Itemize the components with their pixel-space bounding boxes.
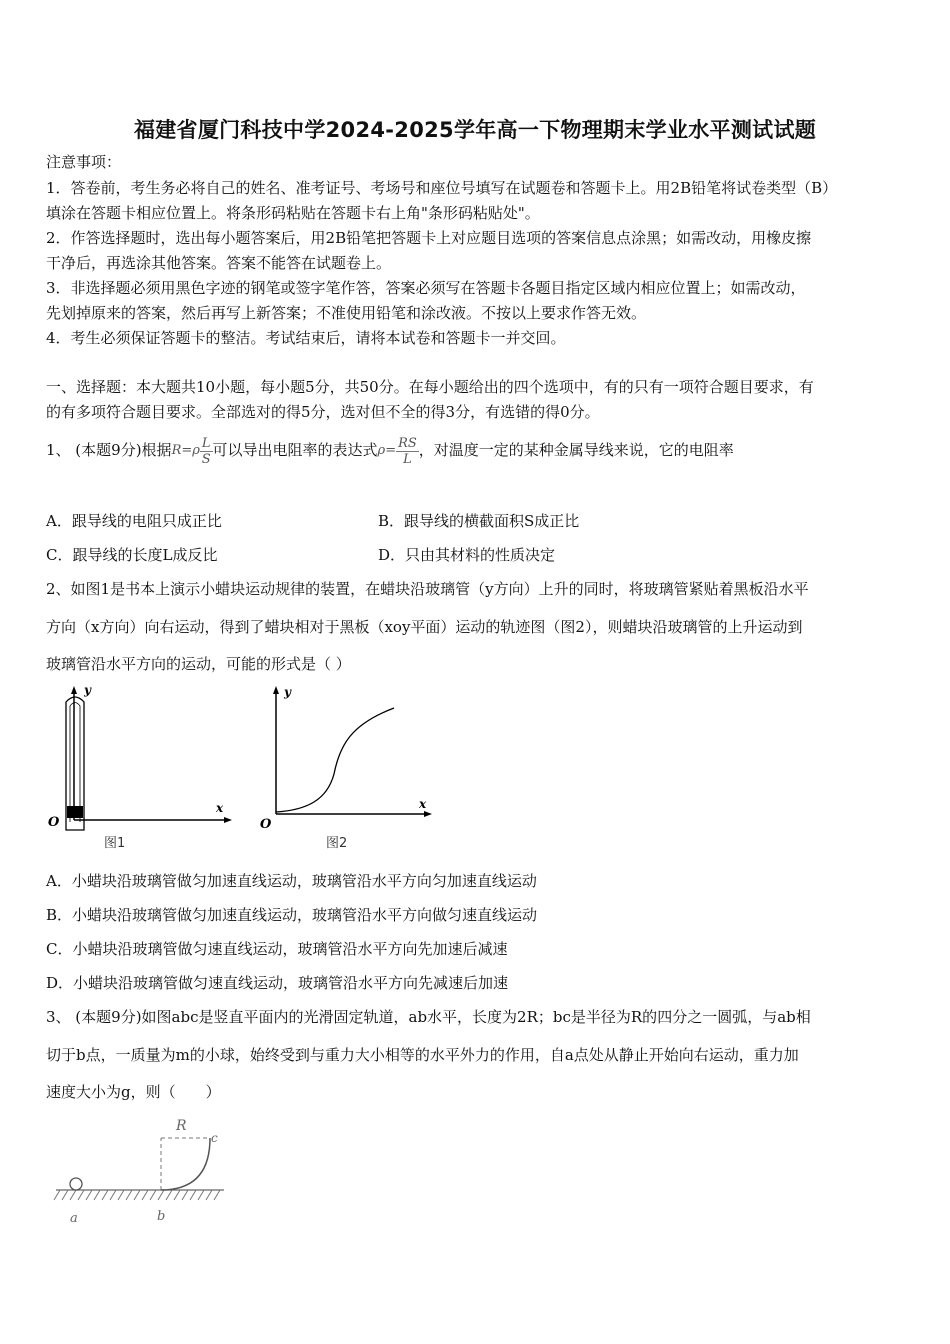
q1-mid: 可以导出电阻率的表达式	[212, 441, 378, 459]
x-axis-arrow	[224, 817, 232, 823]
notice-line: 3．非选择题必须用黑色字迹的钢笔或签字笔作答，答案必须写在答题卡各题目指定区域内相应位置上；如需改动，	[46, 279, 806, 297]
fig2-y-label: y	[284, 685, 291, 699]
question-3-stem: 切于b点，一质量为m的小球，始终受到与重力大小相等的水平外力的作用，自a点处从静止开始向右运动，重力加	[46, 1046, 799, 1064]
figure-1-caption: 图1	[104, 836, 126, 851]
notice-line: 填涂在答题卡相应位置上。将条形码粘贴在答题卡右上角"条形码粘贴处"。	[46, 204, 540, 222]
formula-resistance-lhs: R=ρ	[171, 443, 200, 458]
ground-hatching	[54, 1190, 220, 1200]
notice-heading: 注意事项：	[46, 153, 122, 171]
figure-3-track	[48, 1112, 238, 1230]
formula-resistivity-fraction	[396, 436, 419, 467]
q2-option-b: B．小蜡块沿玻璃管做匀加速直线运动，玻璃管沿水平方向做匀速直线运动	[46, 906, 538, 924]
question-3-stem: 3、 (本题9分)如图abc是竖直平面内的光滑固定轨道，ab水平，长度为2R；bc是半径为R的四分之一圆弧，与ab相	[46, 1008, 811, 1026]
fig1-origin-label: O	[48, 815, 60, 830]
q1-option-a: A．跟导线的电阻只成正比	[46, 512, 222, 530]
formula-resistance-fraction	[200, 436, 213, 467]
formula-den: L	[403, 451, 412, 467]
question-2-stem: 2、如图1是书本上演示小蜡块运动规律的装置，在蜡块沿玻璃管（y方向）上升的同时，将玻璃管紧贴着黑板沿水平	[46, 580, 809, 598]
wax-block	[67, 806, 83, 818]
y-axis-arrow	[273, 686, 279, 694]
figure-2-trajectory	[252, 682, 442, 832]
fig2-origin-label: O	[260, 817, 272, 832]
notice-line: 2．作答选择题时，选出每小题答案后，用2B铅笔把答题卡上对应题目选项的答案信息点涂黑；如需改动，用橡皮擦	[46, 229, 812, 247]
x-axis-arrow	[424, 811, 432, 817]
label-a: a	[70, 1211, 78, 1226]
section-instructions: 一、选择题：本大题共10小题，每小题5分，共50分。在每小题给出的四个选项中，有的只有一项符合题目要求，有	[46, 378, 814, 396]
question-2-stem: 玻璃管沿水平方向的运动，可能的形式是（ ）	[46, 655, 351, 673]
question-2-stem: 方向（x方向）向右运动，得到了蜡块相对于黑板（xoy平面）运动的轨迹图（图2），则蜡块沿玻璃管的上升运动到	[46, 618, 803, 636]
q1-prefix: 1、 (本题9分)根据	[46, 441, 172, 459]
label-b: b	[157, 1209, 166, 1224]
section-instructions: 的有多项符合题目要求。全部选对的得5分，选对但不全的得3分，有选错的得0分。	[46, 403, 600, 421]
q2-option-a: A．小蜡块沿玻璃管做匀加速直线运动，玻璃管沿水平方向匀加速直线运动	[46, 872, 537, 890]
notice-line: 1．答卷前，考生务必将自己的姓名、准考证号、考场号和座位号填写在试题卷和答题卡上。用2B铅笔将试卷类型（B）	[46, 179, 838, 197]
ball	[70, 1178, 82, 1190]
formula-num: L	[201, 435, 211, 451]
quarter-arc-bc	[161, 1138, 210, 1190]
trajectory-curve	[276, 708, 394, 812]
fig2-x-label: x	[419, 797, 427, 811]
formula-resistivity-lhs: ρ=	[377, 443, 397, 458]
q2-option-d: D．小蜡块沿玻璃管做匀速直线运动，玻璃管沿水平方向先减速后加速	[46, 974, 509, 992]
notice-line: 先划掉原来的答案，然后再写上新答案；不准使用铅笔和涂改液。不按以上要求作答无效。	[46, 304, 647, 322]
question-1-stem	[46, 432, 734, 469]
page-title: 福建省厦门科技中学2024-2025学年高一下物理期末学业水平测试试题	[133, 118, 817, 142]
glass-tube-inner	[70, 703, 80, 823]
label-c: c	[211, 1131, 218, 1145]
figure-1-glass-tube	[40, 682, 240, 832]
q1-option-d: D．只由其材料的性质决定	[378, 546, 556, 564]
y-axis-arrow	[71, 686, 77, 694]
fig1-y-label: y	[84, 683, 91, 697]
q1-suffix: ，对温度一定的某种金属导线来说，它的电阻率	[418, 441, 734, 459]
q1-option-c: C．跟导线的长度L成反比	[46, 546, 218, 564]
label-R: R	[176, 1118, 187, 1134]
figure-2-caption: 图2	[326, 836, 348, 851]
formula-num: RS	[398, 435, 417, 451]
notice-line: 4．考生必须保证答题卡的整洁。考试结束后，请将本试卷和答题卡一并交回。	[46, 329, 566, 347]
notice-line: 干净后，再选涂其他答案。答案不能答在试题卷上。	[46, 254, 392, 272]
q2-option-c: C．小蜡块沿玻璃管做匀速直线运动，玻璃管沿水平方向先加速后减速	[46, 940, 508, 958]
formula-den: S	[201, 451, 211, 467]
fig1-x-label: x	[216, 801, 224, 815]
q1-option-b: B．跟导线的横截面积S成正比	[378, 512, 580, 530]
question-3-stem: 速度大小为g，则（ ）	[46, 1083, 221, 1101]
